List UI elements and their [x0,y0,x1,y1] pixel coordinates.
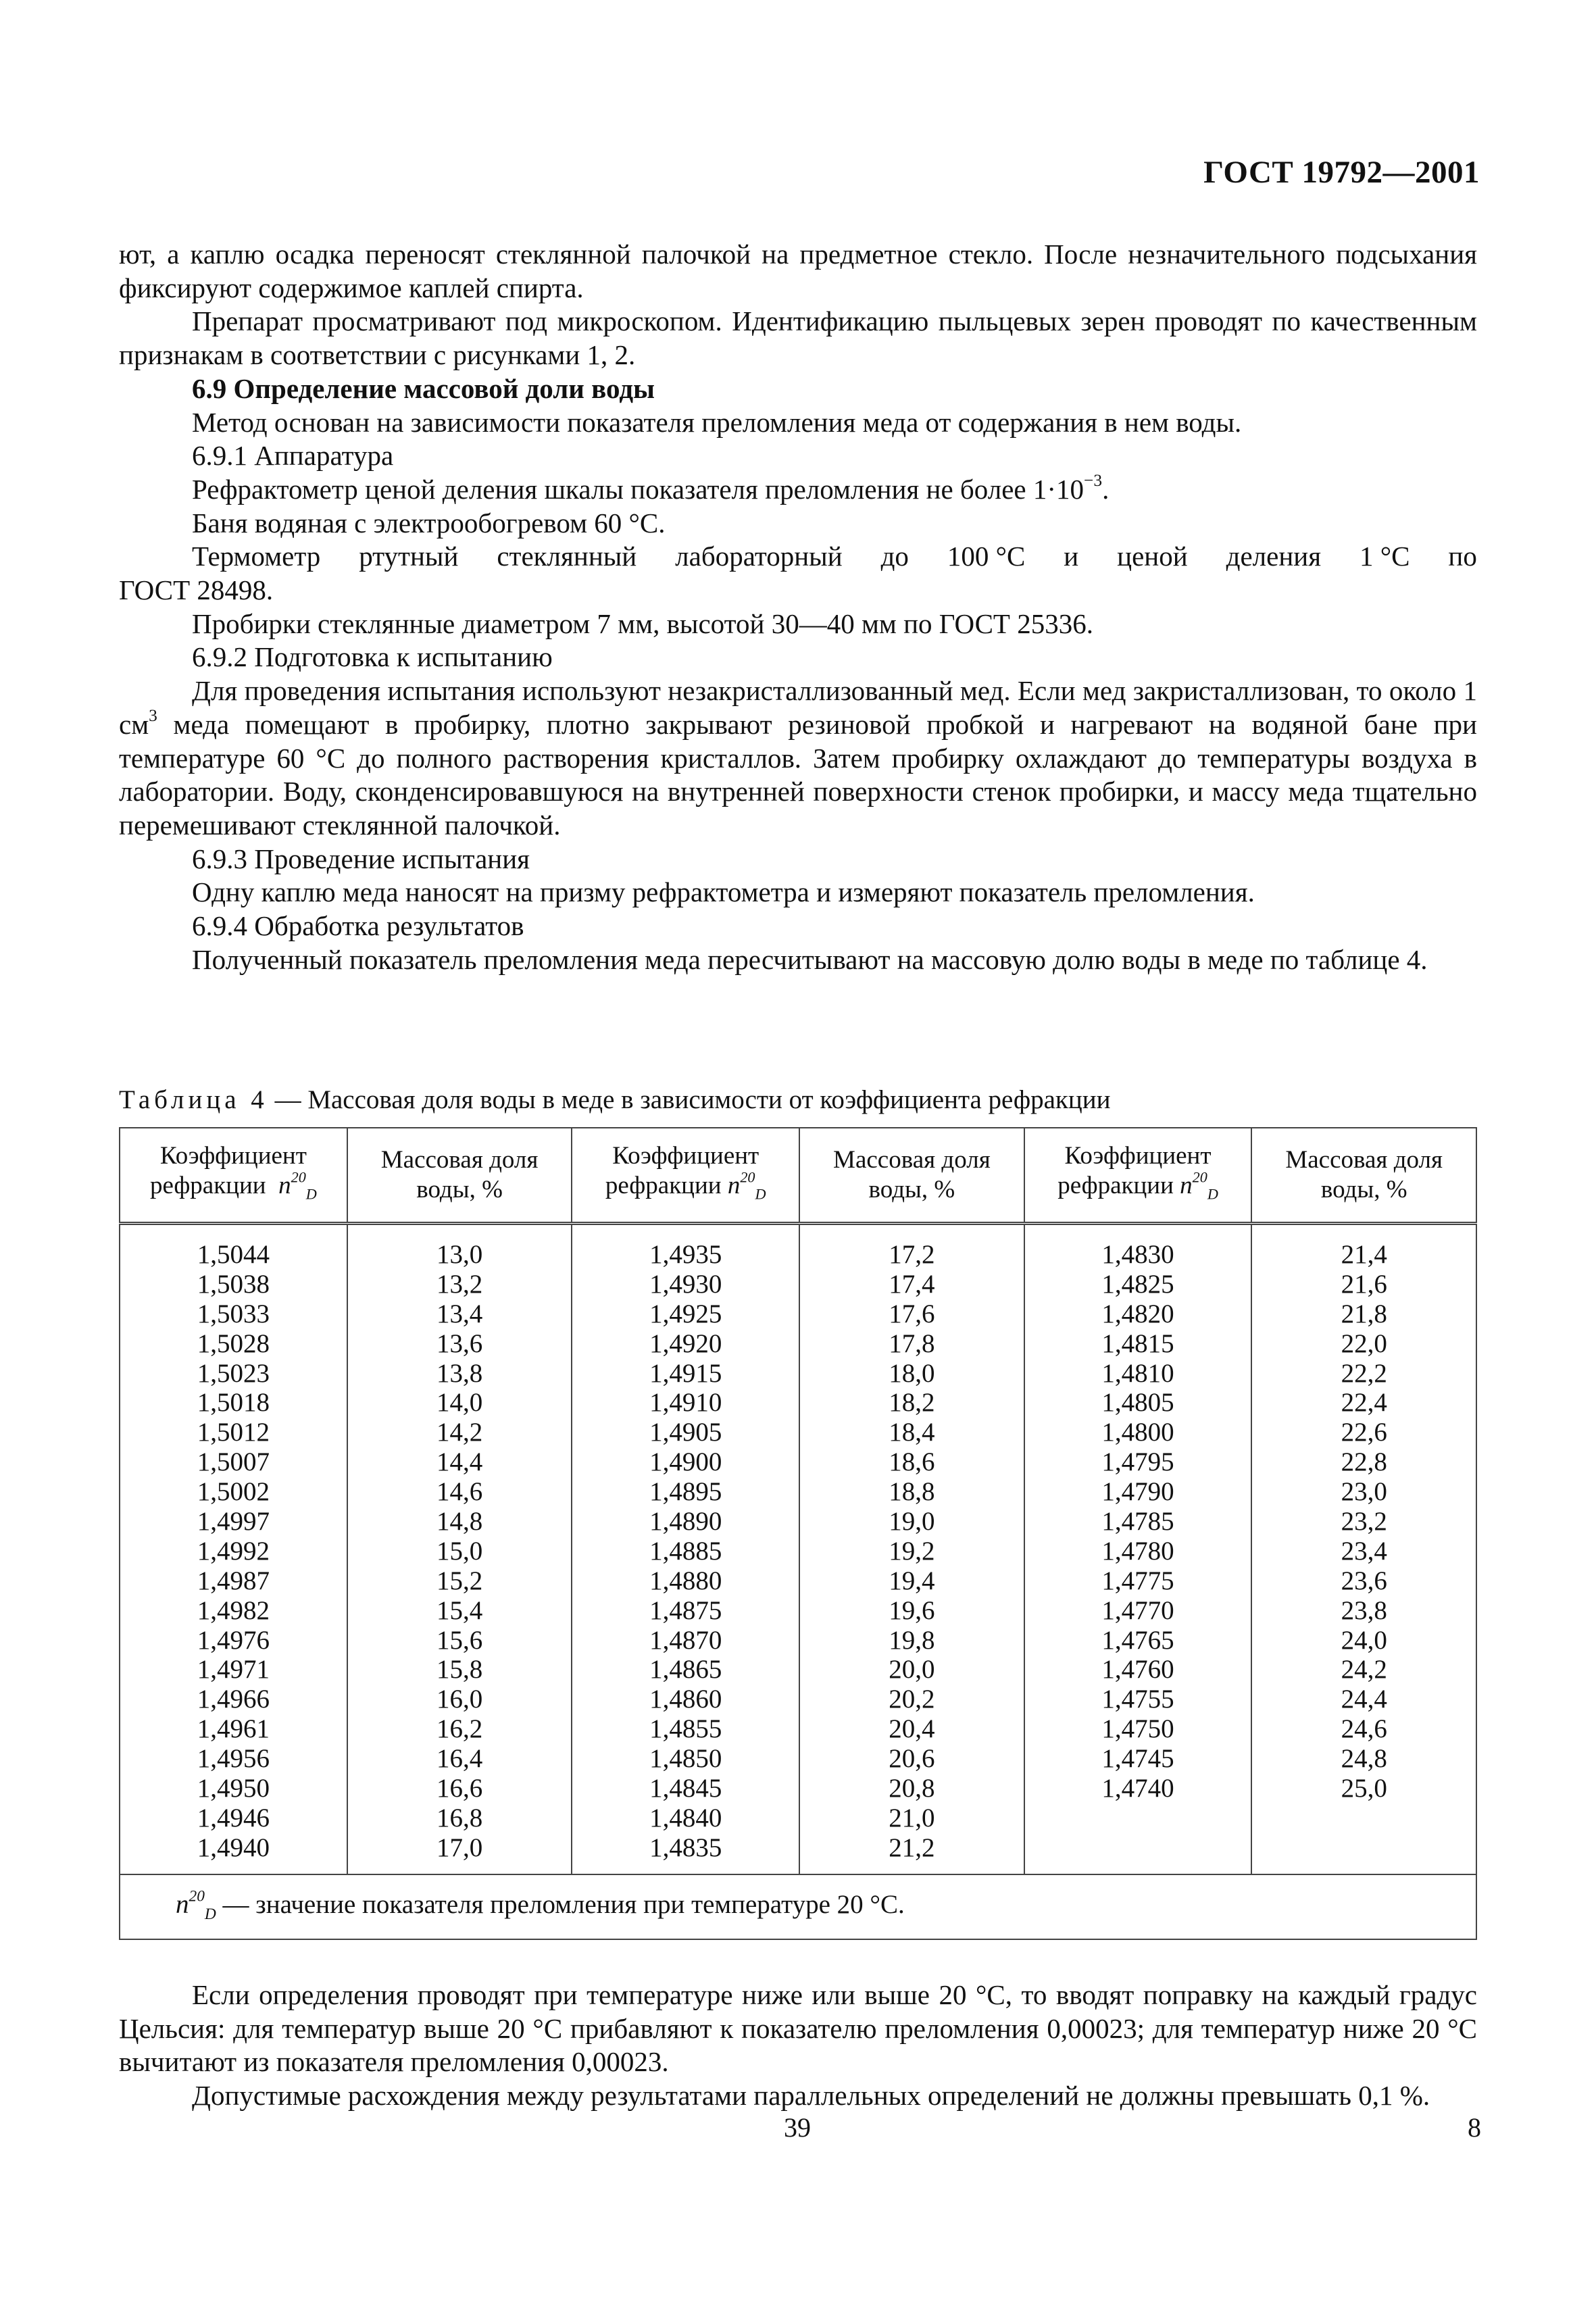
table-cell: 22,8 [1341,1447,1387,1477]
table-cell: 1,4750 [1101,1714,1174,1744]
table-cell: 1,5018 [197,1388,270,1418]
table-cell: 1,4910 [649,1388,722,1418]
body-text [119,238,1477,976]
table-cell: 1,4855 [649,1714,722,1744]
thermo-word: 1 °С [1360,541,1410,572]
table-cell: 14,4 [436,1447,483,1477]
table-header-row [120,1128,1476,1224]
table-cell: 1,4800 [1101,1418,1174,1447]
paragraph-result: Полученный показатель преломления меда пересчитывают на массовую долю воды в меде по таблице 4. [192,943,1428,975]
header-coefficient: Коэффициент рефракции $n^{20}_D$ [1024,1128,1252,1224]
header-coef-line2: рефракции [149,1171,266,1199]
table-cell: 20,2 [889,1685,935,1714]
thermo-word: деления [1226,541,1322,572]
table-cell: 24,2 [1341,1655,1387,1685]
preparation-exponent: 3 [149,705,157,725]
thermo-word: 100 °С [947,541,1026,572]
table-cell: 1,4780 [1101,1536,1174,1566]
table-cell: 13,6 [436,1328,483,1358]
paragraph-tubes: Пробирки стеклянные диаметром 7 мм, высотой 30—40 мм по ГОСТ 25336. [192,607,1093,639]
symbol-n20d: $n^{20}_D$ [176,1887,216,1924]
table-cell: 16,8 [436,1803,483,1833]
table-cell: 24,8 [1341,1744,1387,1774]
thermo-word: по [1448,541,1477,572]
document-code: ГОСТ 19792—2001 [1203,155,1480,190]
table-cell: 19,6 [889,1595,935,1625]
table-cell: 15,6 [436,1625,483,1655]
table-cell: 1,4870 [649,1625,722,1655]
table-cell: 1,4940 [197,1833,270,1862]
table-cell: 24,0 [1341,1625,1387,1655]
table-cell: 1,4820 [1101,1299,1174,1328]
table-cell: 23,0 [1341,1477,1387,1507]
symbol-n20d: $n^{20}_D$ [278,1168,317,1203]
table-cell: 1,4740 [1101,1774,1174,1803]
table-caption [119,1085,1110,1115]
header-coef-line1: Коэффициент [159,1141,307,1170]
paragraph-preparation [119,674,1477,843]
sheet-number: 8 [1468,2112,1481,2143]
table-cell: 1,4905 [649,1418,722,1447]
table-cell: 1,4880 [649,1566,722,1595]
paragraph-method: Метод основан на зависимости показателя преломления меда от содержания в нем воды. [192,406,1242,438]
table-cell: 19,8 [889,1625,935,1655]
refractometer-exponent: −3 [1084,470,1103,490]
paragraph-correction: Если определения проводят при температуре ниже или выше 20 °С, то вводят поправку на каждый градус Цельсия: для температур выше 20 °С прибавляют к показателю преломления 0,00023; для температур ниже 20 °С вычитают из показателя преломления 0,00023. [119,1979,1477,2078]
table-cell: 1,4865 [649,1655,722,1685]
table-caption-label: Таблица 4 [119,1085,268,1114]
table-cell: 20,6 [889,1744,935,1774]
table-cell: 18,2 [889,1388,935,1418]
table-cell: 17,0 [436,1833,483,1862]
table-cell: 1,4815 [1101,1328,1174,1358]
table-cell: 1,5033 [197,1299,270,1328]
table-cell: 1,4971 [197,1655,270,1685]
header-water: Массовая доля воды, % [347,1128,572,1224]
table-cell: 1,4760 [1101,1655,1174,1685]
table-cell: 24,4 [1341,1685,1387,1714]
table-cell: 13,4 [436,1299,483,1328]
table-cell: 15,8 [436,1655,483,1685]
table-cell: 1,4935 [649,1240,722,1269]
water-column-1 [347,1224,572,1874]
thermo-word: до [880,541,909,572]
table-cell: 1,4795 [1101,1447,1174,1477]
paragraph-tolerance: Допустимые расхождения между результатами параллельных определений не должны превышать 0,1 %. [192,2080,1430,2112]
coef-column-2 [572,1224,799,1874]
table-cell: 1,5002 [197,1477,270,1507]
table-cell: 1,4920 [649,1328,722,1358]
water-column-2 [799,1224,1024,1874]
subsection-processing: 6.9.4 Обработка результатов [192,910,524,942]
table-cell: 1,4900 [649,1447,722,1477]
after-table-text [119,1978,1477,2113]
table-cell: 1,4825 [1101,1269,1174,1299]
table-cell: 22,6 [1341,1418,1387,1447]
paragraph-thermometer [119,540,1477,574]
table-cell: 19,0 [889,1507,935,1537]
table-cell: 19,2 [889,1536,935,1566]
thermo-word: ртутный [359,541,459,572]
table-cell: 23,4 [1341,1536,1387,1566]
thermo-word: стеклянный [497,541,637,572]
table-cell: 1,4850 [649,1744,722,1774]
table-cell: 1,4830 [1101,1240,1174,1269]
table-cell: 16,0 [436,1685,483,1714]
table-cell: 1,5007 [197,1447,270,1477]
table-cell: 1,5023 [197,1358,270,1388]
table-cell: 1,4875 [649,1595,722,1625]
table-cell: 1,4790 [1101,1477,1174,1507]
table-cell: 15,2 [436,1566,483,1595]
table-footnote-row [120,1874,1476,1939]
table-cell: 16,6 [436,1774,483,1803]
subsection-apparatus: 6.9.1 Аппаратура [192,440,394,472]
table-cell: 1,4925 [649,1299,722,1328]
table-cell: 22,0 [1341,1328,1387,1358]
table-cell: 1,4775 [1101,1566,1174,1595]
table-cell: 1,4835 [649,1833,722,1862]
table-cell: 21,2 [889,1833,935,1862]
table-cell: 13,2 [436,1269,483,1299]
table-cell: 1,4950 [197,1774,270,1803]
table-cell: 23,6 [1341,1566,1387,1595]
table-cell: 14,2 [436,1418,483,1447]
table-cell: 15,0 [436,1536,483,1566]
table-cell: 1,4966 [197,1685,270,1714]
section-heading: 6.9 Определение массовой доли воды [192,372,655,404]
table-cell: 1,4805 [1101,1388,1174,1418]
table-cell: 20,4 [889,1714,935,1744]
table-cell: 18,8 [889,1477,935,1507]
table-cell: 1,4745 [1101,1744,1174,1774]
thermo-word: и [1064,541,1079,572]
table-cell: 18,4 [889,1418,935,1447]
table-cell: 1,5028 [197,1328,270,1358]
table-cell: 16,2 [436,1714,483,1744]
table-cell: 1,4997 [197,1507,270,1537]
table-cell: 22,2 [1341,1358,1387,1388]
paragraph-testing: Одну каплю меда наносят на призму рефрактометра и измеряют показатель преломления. [192,876,1255,908]
table-cell: 1,4987 [197,1566,270,1595]
table-cell: 1,4992 [197,1536,270,1566]
table-footnote [120,1874,1476,1939]
thermo-word: Термометр [192,541,321,572]
table-caption-text: — Массовая доля воды в меде в зависимости от коэффициента рефракции [268,1085,1111,1114]
table-cell: 1,5012 [197,1418,270,1447]
paragraph-bath: Баня водяная с электрообогревом 60 °С. [192,507,666,539]
table-cell: 14,6 [436,1477,483,1507]
table-cell: 21,0 [889,1803,935,1833]
table-cell: 1,5038 [197,1269,270,1299]
table-cell: 1,4785 [1101,1507,1174,1537]
table-cell: 16,4 [436,1744,483,1774]
table-cell: 19,4 [889,1566,935,1595]
preparation-text-b: меда помещают в пробирку, плотно закрывают резиновой пробкой и нагревают на водяной бане при температуре 60 °С до полного растворения кристаллов. Затем пробирку охлаждают до температуры воздуха в лаборатории. Воду, сконденсировавшуюся на внутренней поверхности стенок пробирки, и массу меда тщательно перемешивают стеклянной палочкой. [119,708,1477,841]
table-cell: 1,4765 [1101,1625,1174,1655]
header-water: Массовая доля воды, % [1251,1128,1476,1224]
table-cell: 24,6 [1341,1714,1387,1744]
table-cell: 13,0 [436,1240,483,1269]
table-cell: 18,0 [889,1358,935,1388]
table-cell: 1,4755 [1101,1685,1174,1714]
refractometer-end: . [1102,473,1109,505]
symbol-n20d: $n^{20}_D$ [727,1168,766,1203]
table-cell: 1,4961 [197,1714,270,1744]
table-cell: 17,4 [889,1269,935,1299]
table-cell: 21,6 [1341,1269,1387,1299]
table-cell: 1,4860 [649,1685,722,1714]
table-cell: 1,4946 [197,1803,270,1833]
table-cell: 1,4976 [197,1625,270,1655]
table-cell: 20,0 [889,1655,935,1685]
table-body-row [120,1224,1476,1874]
table-cell: 22,4 [1341,1388,1387,1418]
page-number: 39 [784,2112,811,2143]
table-cell: 18,6 [889,1447,935,1477]
table-cell: 1,4982 [197,1595,270,1625]
table-cell: 1,4915 [649,1358,722,1388]
table-cell: 21,4 [1341,1240,1387,1269]
thermo-word: лабораторный [675,541,843,572]
table-cell: 1,4890 [649,1507,722,1537]
table-cell: 17,6 [889,1299,935,1328]
table-cell: 20,8 [889,1774,935,1803]
paragraph-intro-2: Препарат просматривают под микроскопом. Идентификацию пыльцевых зерен проводят по качественным признакам в соответствии с рисунками 1, 2. [119,305,1477,371]
refraction-table [119,1127,1477,1940]
table-cell: 17,8 [889,1328,935,1358]
table-cell: 1,4845 [649,1774,722,1803]
paragraph-refractometer [119,470,1477,507]
table-cell: 17,2 [889,1240,935,1269]
table-cell: 1,4840 [649,1803,722,1833]
paragraph-thermometer-end: ГОСТ 28498. [119,574,274,606]
table-cell: 15,4 [436,1595,483,1625]
table-cell: 14,0 [436,1388,483,1418]
thermo-word: ценой [1117,541,1188,572]
coef-column-1 [120,1224,347,1874]
table-cell: 21,8 [1341,1299,1387,1328]
water-column-3 [1251,1224,1476,1874]
subsection-preparation: 6.9.2 Подготовка к испытанию [192,641,553,673]
symbol-n20d: $n^{20}_D$ [1180,1168,1218,1203]
table-cell: 14,8 [436,1507,483,1537]
header-water: Массовая доля воды, % [799,1128,1024,1224]
table-cell: 23,8 [1341,1595,1387,1625]
table-cell: 1,5044 [197,1240,270,1269]
table-cell: 1,4930 [649,1269,722,1299]
table-cell: 1,4770 [1101,1595,1174,1625]
table-cell: 1,4810 [1101,1358,1174,1388]
header-coefficient [120,1128,347,1224]
preparation-text-a: Для проведения испытания используют незакристаллизованный мед. Если мед закристаллизован, то около 1 см [119,675,1477,740]
table-cell: 1,4885 [649,1536,722,1566]
paragraph-intro-1: ют, а каплю осадка переносят стеклянной палочкой на предметное стекло. После незначительного подсыхания фиксируют содержимое каплей спирта. [119,239,1477,303]
subsection-testing: 6.9.3 Проведение испытания [192,843,530,874]
table-cell: 23,2 [1341,1507,1387,1537]
refractometer-text: Рефрактометр ценой деления шкалы показателя преломления не более 1·10 [192,473,1084,505]
header-coefficient: Коэффициент рефракции $n^{20}_D$ [572,1128,799,1224]
footnote-text: — значение показателя преломления при температуре 20 °С. [216,1890,905,1920]
table-cell: 1,4895 [649,1477,722,1507]
coef-column-3 [1024,1224,1252,1874]
table-cell: 1,4956 [197,1744,270,1774]
table-cell: 25,0 [1341,1774,1387,1803]
table-cell: 13,8 [436,1358,483,1388]
